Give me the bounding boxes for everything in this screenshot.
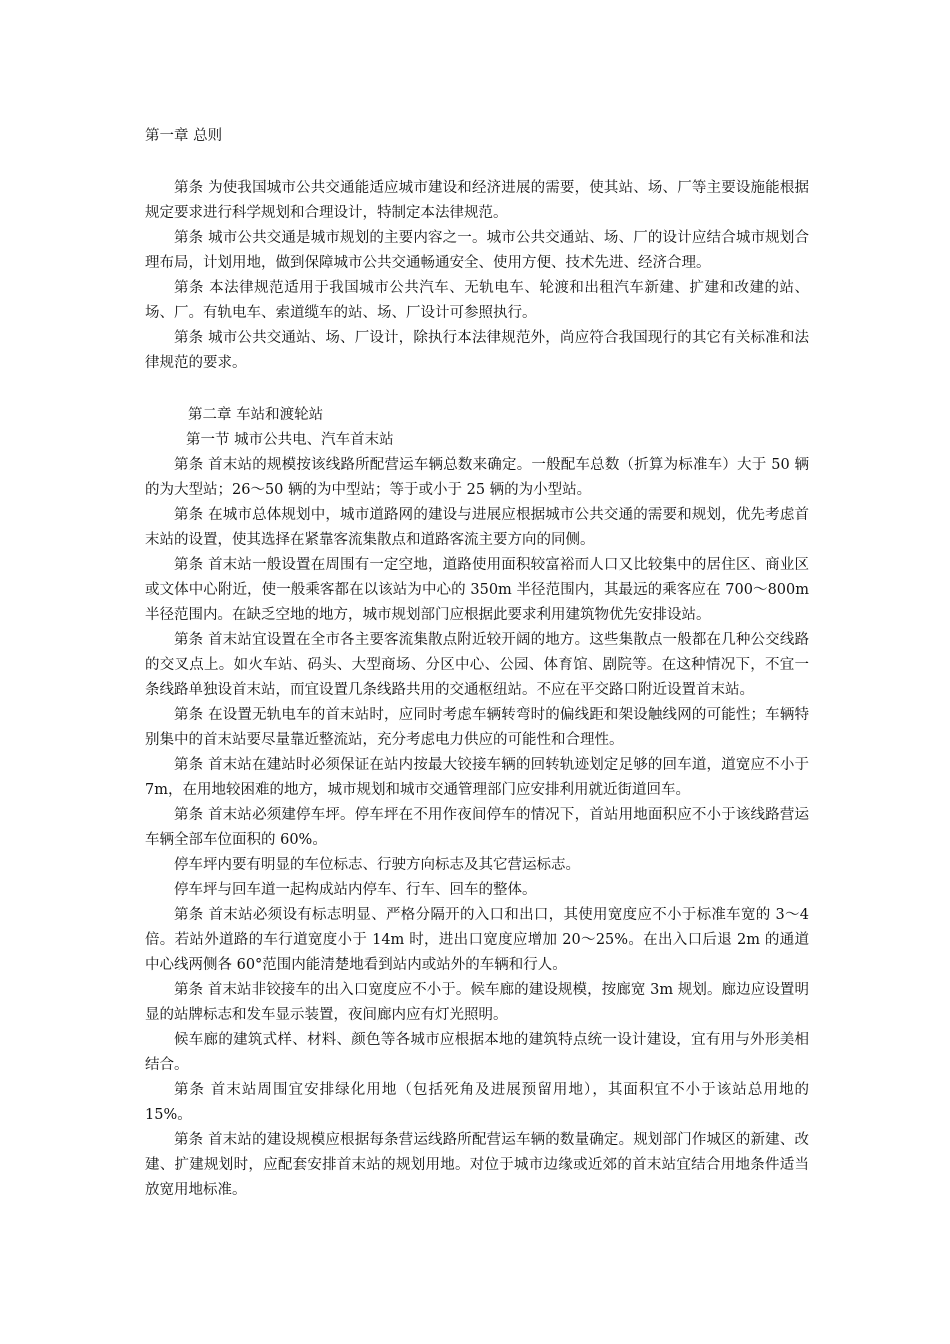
article-paragraph: 第条 为使我国城市公共交通能适应城市建设和经济进展的需要，使其站、场、厂等主要设施能根据规定要求进行科学规划和合理设计，特制定本法律规范。 [145, 180, 809, 221]
article-paragraph: 停车坪与回车道一起构成站内停车、行车、回车的整体。 [174, 882, 537, 898]
article-paragraph: 第条 在城市总体规划中，城市道路网的建设与进展应根据城市公共交通的需要和规划，优先考虑首末站的设置，使其选择在紧靠客流集散点和道路客流主要方向的同侧。 [145, 507, 809, 548]
article-paragraph: 第条 首末站的规模按该线路所配营运车辆总数来确定。一般配车总数（折算为标准车）大于 50 辆的为大型站；26～50 辆的为中型站；等于或小于 25 辆的为小型站。 [145, 457, 809, 498]
article-paragraph: 第条 城市公共交通站、场、厂设计，除执行本法律规范外，尚应符合我国现行的其它有关标准和法律规范的要求。 [145, 330, 809, 371]
article-paragraph: 第条 首末站必须设有标志明显、严格分隔开的入口和出口，其使用宽度应不小于标准车宽的 3～4 倍。若站外道路的车行道宽度小于 14m 时，进出口宽度应增加 20～25%。在出入口后退 2m 的通道中心线两侧各 60°范围内能清楚地看到站内或站外的车辆和行人。 [145, 907, 809, 973]
article-paragraph: 候车廊的建筑式样、材料、颜色等各城市应根据本地的建筑特点统一设计建设，宜有用与外形美相结合。 [145, 1032, 809, 1073]
article-paragraph: 第条 首末站在建站时必须保证在站内按最大铰接车辆的回转轨迹划定足够的回车道，道宽应不小于 7m，在用地较困难的地方，城市规划和城市交通管理部门应安排利用就近街道回车。 [145, 757, 809, 798]
article-paragraph: 第条 首末站宜设置在全市各主要客流集散点附近较开阔的地方。这些集散点一般都在几种公交线路的交叉点上。如火车站、码头、大型商场、分区中心、公园、体育馆、剧院等。在这种情况下，不宜一条线路单独设首末站，而宜设置几条线路共用的交通枢纽站。不应在平交路口附近设置首末站。 [145, 632, 809, 698]
article-paragraph: 第条 首末站一般设置在周围有一定空地，道路使用面积较富裕而人口又比较集中的居住区、商业区或文体中心附近，使一般乘客都在以该站为中心的 350m 半径范围内，其最远的乘客应在 700～800m 半径范围内。在缺乏空地的地方，城市规划部门应根据此要求利用建筑物优先安排设站。 [145, 557, 809, 623]
article-paragraph: 第条 本法律规范适用于我国城市公共汽车、无轨电车、轮渡和出租汽车新建、扩建和改建的站、场、厂。有轨电车、索道缆车的站、场、厂设计可参照执行。 [145, 280, 809, 321]
article-paragraph: 停车坪内要有明显的车位标志、行驶方向标志及其它营运标志。 [174, 857, 580, 873]
article-paragraph: 第条 城市公共交通是城市规划的主要内容之一。城市公共交通站、场、厂的设计应结合城市规划合理布局，计划用地，做到保障城市公共交通畅通安全、使用方便、技术先进、经济合理。 [145, 230, 809, 271]
article-paragraph: 第条 首末站必须建停车坪。停车坪在不用作夜间停车的情况下，首站用地面积应不小于该线路营运车辆全部车位面积的 60%。 [145, 807, 809, 848]
article-paragraph: 第条 首末站的建设规模应根据每条营运线路所配营运车辆的数量确定。规划部门作城区的新建、改建、扩建规划时，应配套安排首末站的规划用地。对位于城市边缘或近郊的首末站宜结合用地条件适当放宽用地标准。 [145, 1132, 809, 1198]
chapter-2-title: 第二章 车站和渡轮站 [188, 407, 324, 423]
chapter-1-body [145, 176, 809, 376]
article-paragraph: 第条 首末站周围宜安排绿化用地（包括死角及进展预留用地），其面积宜不小于该站总用地的 15%。 [145, 1082, 809, 1123]
document-page [145, 124, 809, 1203]
article-paragraph: 第条 在设置无轨电车的首末站时，应同时考虑车辆转弯时的偏线距和架设触线网的可能性；车辆特别集中的首末站要尽量靠近整流站，充分考虑电力供应的可能性和合理性。 [145, 707, 809, 748]
chapter-2-body [145, 453, 809, 1203]
section-1-title: 第一节 城市公共电、汽车首末站 [186, 432, 394, 448]
article-paragraph: 第条 首末站非铰接车的出入口宽度应不小于。候车廊的建设规模，按廊宽 3m 规划。廊边应设置明显的站牌标志和发车显示装置，夜间廊内应有灯光照明。 [145, 982, 809, 1023]
chapter-1-title: 第一章 总则 [145, 128, 223, 144]
